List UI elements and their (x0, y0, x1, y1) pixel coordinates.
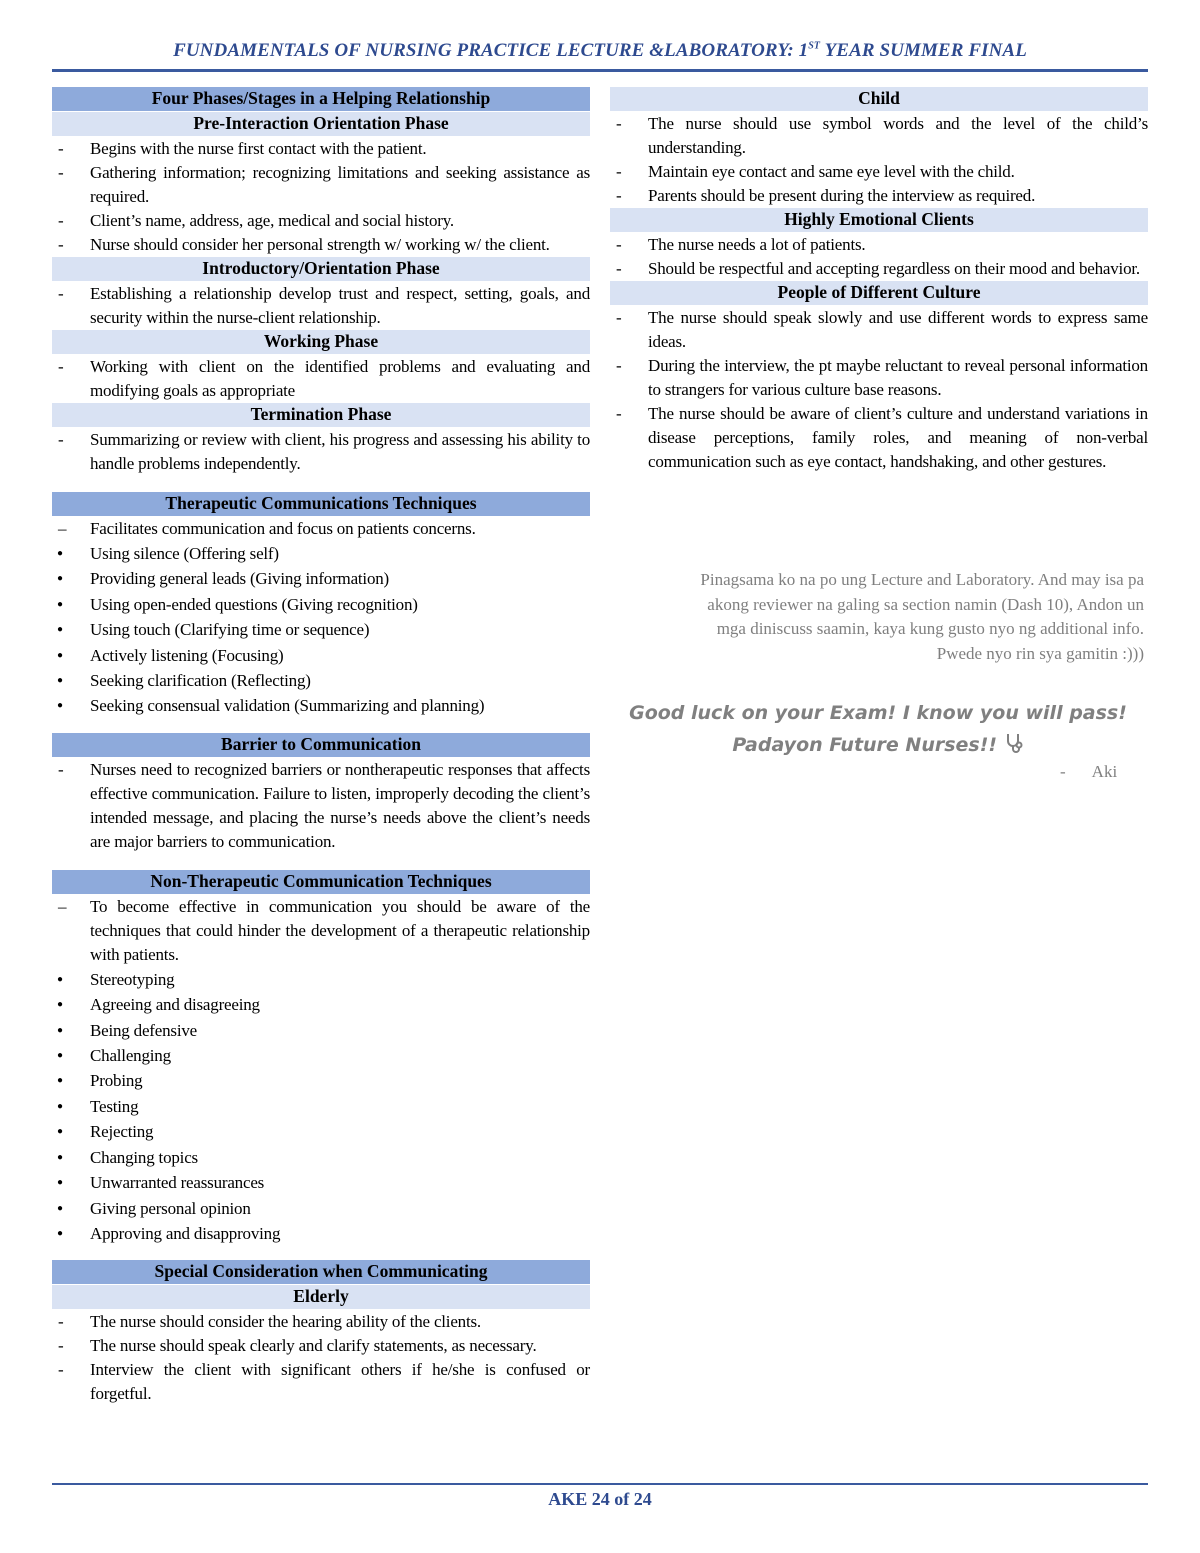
list-item: - The nurse should consider the hearing ability of the clients. (52, 1310, 590, 1334)
introductory-list (52, 282, 590, 330)
list-item: ● Using silence (Offering self) (52, 541, 590, 566)
section-title-therapeutic: Therapeutic Communications Techniques (52, 492, 590, 516)
list-item: - The nurse should use symbol words and the level of the child’s understanding. (610, 112, 1148, 160)
wish-line-2: Padayon Future Nurses!! (612, 729, 1144, 761)
footer-rule (52, 1483, 1148, 1485)
list-item: - Parents should be present during the interview as required. (610, 184, 1148, 208)
list-item: - Establishing a relationship develop trust and respect, setting, goals, and security within the nurse-client relationship. (52, 282, 590, 330)
list-item: - Gathering information; recognizing limitations and seeking assistance as required. (52, 161, 590, 209)
list-item: ● Probing (52, 1068, 590, 1093)
note-line: Pinagsama ko na po ung Lecture and Laboratory. And may isa pa (700, 570, 1144, 589)
list-item: - Interview the client with significant others if he/she is confused or forgetful. (52, 1358, 590, 1406)
list-item: - During the interview, the pt maybe reluctant to reveal personal information to strangers for various culture base reasons. (610, 354, 1148, 402)
list-item: – To become effective in communication you should be aware of the techniques that could hinder the development of a therapeutic relationship with patients. (52, 895, 590, 967)
subsection-title-child: Child (610, 87, 1148, 111)
signature: - Aki (1060, 762, 1118, 781)
list-item: - The nurse should speak slowly and use different words to express same ideas. (610, 306, 1148, 354)
note-line: Pwede nyo rin sya gamitin :))) (936, 643, 1144, 663)
list-item: ● Seeking consensual validation (Summarizing and planning) (52, 693, 590, 718)
list-item: ● Using open-ended questions (Giving recognition) (52, 592, 590, 617)
list-item: - Should be respectful and accepting regardless on their mood and behavior. (610, 257, 1148, 281)
list-item: - Nurses need to recognized barriers or nontherapeutic responses that affects effective communication. Failure to listen, improperly decoding the client’s intended message, and placing the nurse’s needs above the client’s needs are major barriers to communication. (52, 758, 590, 854)
subsection-title-working: Working Phase (52, 330, 590, 354)
header-rule (52, 69, 1148, 72)
stethoscope-icon (1004, 734, 1024, 756)
list-item: - Client’s name, address, age, medical and social history. (52, 209, 590, 233)
barrier-list (52, 758, 590, 854)
list-item: ● Changing topics (52, 1145, 590, 1170)
section-title-barrier: Barrier to Communication (52, 733, 590, 757)
list-item: - Summarizing or review with client, his progress and assessing his ability to handle problems independently. (52, 428, 590, 476)
left-column (52, 87, 590, 1406)
list-item: - Working with client on the identified problems and evaluating and modifying goals as appropriate (52, 355, 590, 403)
list-item: - Begins with the nurse first contact with the patient. (52, 137, 590, 161)
list-item: - Maintain eye contact and same eye level with the child. (610, 160, 1148, 184)
subsection-title-introductory: Introductory/Orientation Phase (52, 257, 590, 281)
list-item: ● Approving and disapproving (52, 1221, 590, 1246)
note-line: mga diniscuss saamin, kaya kung gusto nyo ng additional info. (716, 619, 1144, 638)
note-line: akong reviewer na galing sa section namin (Dash 10), Andon un (707, 594, 1144, 614)
author-note (612, 568, 1144, 666)
list-item: ● Agreeing and disagreeing (52, 992, 590, 1017)
list-item: ● Testing (52, 1094, 590, 1119)
subsection-title-elderly: Elderly (52, 1285, 590, 1309)
termination-list (52, 428, 590, 476)
section-title-non-therapeutic: Non-Therapeutic Communication Techniques (52, 870, 590, 894)
pre-interaction-list (52, 137, 590, 257)
list-item: ● Providing general leads (Giving information) (52, 566, 590, 591)
therapeutic-intro-list (52, 517, 590, 541)
list-item: ● Unwarranted reassurances (52, 1170, 590, 1195)
page-header-title: FUNDAMENTALS OF NURSING PRACTICE LECTURE &LABORATORY: 1ST YEAR SUMMER FINAL (173, 40, 1027, 61)
wish-line: Good luck on your Exam! I know you will pass! (629, 702, 1127, 724)
list-item: ● Being defensive (52, 1018, 590, 1043)
list-item: - The nurse should speak clearly and clarify statements, as necessary. (52, 1334, 590, 1358)
subsection-title-termination: Termination Phase (52, 403, 590, 427)
list-item: - The nurse needs a lot of patients. (610, 233, 1148, 257)
list-item: – Facilitates communication and focus on patients concerns. (52, 517, 590, 541)
elderly-list (52, 1310, 590, 1406)
working-list (52, 355, 590, 403)
emotional-list (610, 233, 1148, 281)
non-therapeutic-techniques-list (52, 967, 590, 1246)
list-item: ● Using touch (Clarifying time or sequence) (52, 617, 590, 642)
non-therapeutic-intro-list (52, 895, 590, 967)
list-item: ● Rejecting (52, 1119, 590, 1144)
list-item: ● Seeking clarification (Reflecting) (52, 668, 590, 693)
culture-list (610, 306, 1148, 474)
right-column (610, 87, 1148, 474)
subsection-title-emotional: Highly Emotional Clients (610, 208, 1148, 232)
subsection-title-culture: People of Different Culture (610, 281, 1148, 305)
child-list (610, 112, 1148, 208)
section-title-special-consideration: Special Consideration when Communicating (52, 1260, 590, 1284)
list-item: - The nurse should be aware of client’s culture and understand variations in disease perceptions, family roles, and meaning of non-verbal communication such as eye contact, handshaking, and other gestures. (610, 402, 1148, 474)
list-item: ● Challenging (52, 1043, 590, 1068)
page-footer: AKE 24 of 24 (548, 1489, 652, 1509)
subsection-title-pre-interaction: Pre-Interaction Orientation Phase (52, 112, 590, 136)
good-luck-message (612, 697, 1144, 761)
list-item: ● Stereotyping (52, 967, 590, 992)
therapeutic-techniques-list (52, 541, 590, 719)
list-item: ● Giving personal opinion (52, 1196, 590, 1221)
list-item: - Nurse should consider her personal strength w/ working w/ the client. (52, 233, 590, 257)
list-item: ● Actively listening (Focusing) (52, 643, 590, 668)
section-title-phases: Four Phases/Stages in a Helping Relationship (52, 87, 590, 111)
